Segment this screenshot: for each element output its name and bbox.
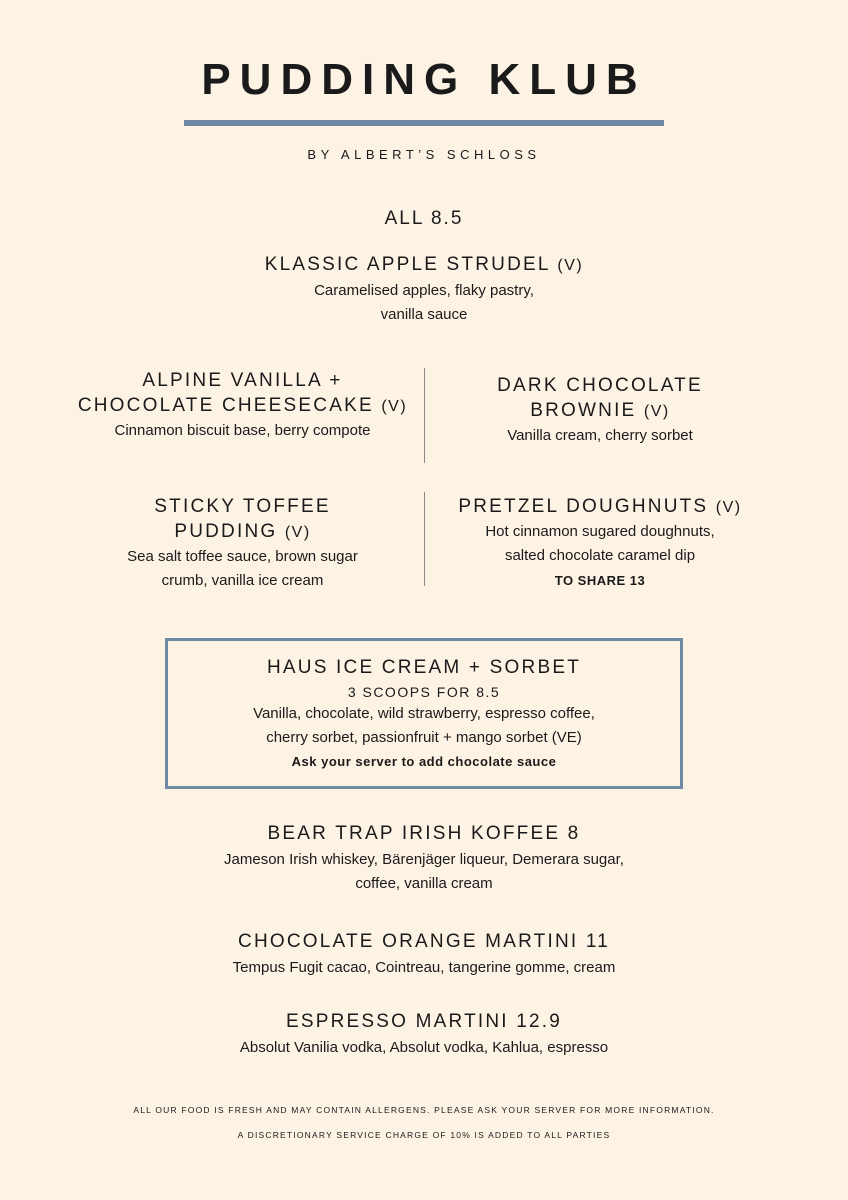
chocolate-sauce-note: Ask your server to add chocolate sauce <box>291 754 557 769</box>
vegetarian-tag: (V) <box>643 403 670 420</box>
item-desc: Tempus Fugit cacao, Cointreau, tangerine gomme, cream <box>232 959 616 976</box>
item-name-line: STICKY TOFFEE <box>154 496 331 517</box>
drink-espresso-martini <box>0 1009 848 1060</box>
page-subtitle: BY ALBERT’S SCHLOSS <box>307 147 541 162</box>
ice-cream-box <box>165 638 683 789</box>
item-desc: Cinnamon biscuit base, berry compote <box>114 422 371 439</box>
title-underline <box>184 120 664 126</box>
item-desc-line: vanilla sauce <box>380 306 468 323</box>
scoops-price: 3 SCOOPS FOR 8.5 <box>347 684 501 700</box>
item-name-text: CHOCOLATE CHEESECAKE <box>77 395 374 416</box>
item-desc: Absolut Vanilia vodka, Absolut vodka, Kahlua, espresso <box>239 1039 609 1056</box>
item-name-line <box>425 398 775 424</box>
vegetarian-tag: (V) <box>284 524 311 541</box>
vegetarian-tag: (V) <box>715 499 742 516</box>
item-name-line <box>60 393 425 419</box>
item-name: HAUS ICE CREAM + SORBET <box>266 657 581 678</box>
item-desc-line: salted chocolate caramel dip <box>504 547 696 564</box>
menu-item-strudel <box>0 252 848 327</box>
item-name: BEAR TRAP IRISH KOFFEE 8 <box>267 823 581 844</box>
menu-item-cheesecake <box>60 368 425 443</box>
item-name-line <box>60 519 425 545</box>
drink-chocolate-orange-martini <box>0 929 848 980</box>
item-desc-line: crumb, vanilla ice cream <box>161 572 324 589</box>
item-desc-line: coffee, vanilla cream <box>355 875 493 892</box>
menu-item-doughnuts <box>425 494 775 591</box>
item-desc-line: Jameson Irish whiskey, Bärenjäger liqueur, Demerara sugar, <box>224 851 624 868</box>
vegetarian-tag: (V) <box>557 257 584 274</box>
item-name-line: ALPINE VANILLA + <box>142 370 343 391</box>
item-name: ESPRESSO MARTINI 12.9 <box>285 1011 563 1032</box>
drink-irish-koffee <box>0 821 848 896</box>
price-all: ALL 8.5 <box>384 208 464 229</box>
item-desc: Vanilla cream, cherry sorbet <box>507 427 693 444</box>
item-name <box>425 494 775 520</box>
item-desc-line: Sea salt toffee sauce, brown sugar <box>127 548 358 565</box>
item-name: CHOCOLATE ORANGE MARTINI 11 <box>238 931 610 952</box>
item-desc-line: Caramelised apples, flaky pastry, <box>314 282 534 299</box>
item-desc-line: cherry sorbet, passionfruit + mango sorbet (VE) <box>266 729 582 746</box>
item-desc-line: Hot cinnamon sugared doughnuts, <box>485 523 715 540</box>
page-title: PUDDING KLUB <box>201 55 647 104</box>
item-name-text: PRETZEL DOUGHNUTS <box>458 496 709 517</box>
item-name-text: PUDDING <box>174 521 278 542</box>
item-desc-line: Vanilla, chocolate, wild strawberry, espresso coffee, <box>253 705 595 722</box>
item-name-text: BROWNIE <box>530 400 637 421</box>
allergen-notice: ALL OUR FOOD IS FRESH AND MAY CONTAIN ALLERGENS. PLEASE ASK YOUR SERVER FOR MORE INFORMATION. <box>133 1105 715 1115</box>
share-price: TO SHARE 13 <box>554 573 646 588</box>
menu-item-sticky-toffee <box>60 494 425 593</box>
service-charge-notice: A DISCRETIONARY SERVICE CHARGE OF 10% IS ADDED TO ALL PARTIES <box>237 1130 611 1140</box>
item-name <box>0 252 848 278</box>
menu-item-brownie <box>425 373 775 448</box>
vegetarian-tag: (V) <box>381 398 408 415</box>
item-name-line: DARK CHOCOLATE <box>497 375 703 396</box>
item-name-text: KLASSIC APPLE STRUDEL <box>264 254 550 275</box>
